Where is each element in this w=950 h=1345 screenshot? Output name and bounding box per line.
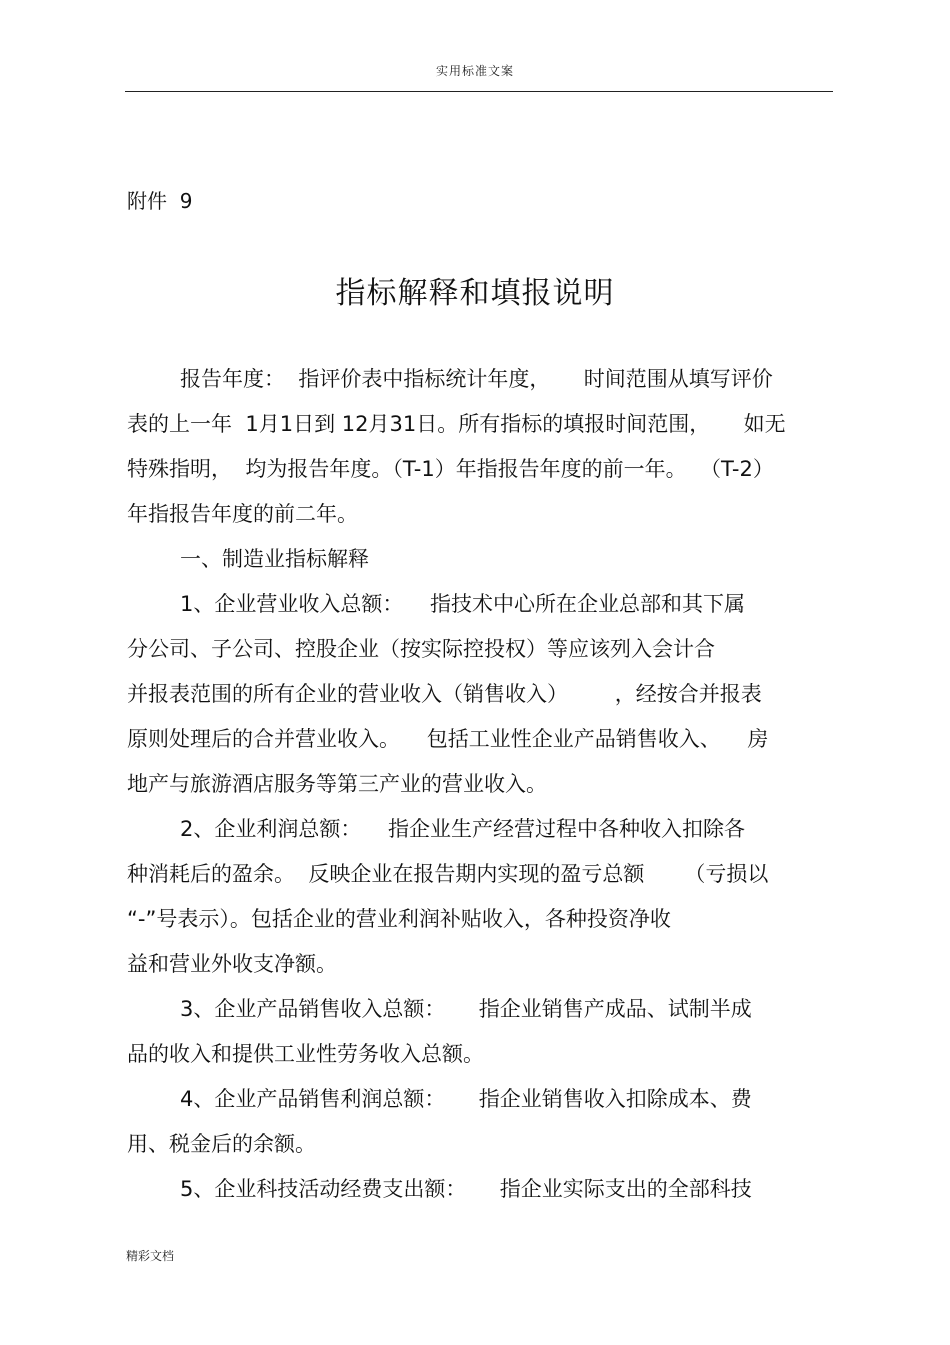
body-line: 并报表范围的所有企业的营业收入（销售收入） ，经按合并报表: [127, 682, 762, 706]
body-line: 3、企业产品销售收入总额： 指企业销售产成品、试制半成: [180, 997, 752, 1021]
body-line: 用、税金后的余额。: [127, 1132, 316, 1156]
body-line: 5、企业科技活动经费支出额： 指企业实际支出的全部科技: [180, 1177, 752, 1201]
page-footer: 精彩文档: [126, 1249, 175, 1263]
body-line: 分公司、子公司、控股企业（按实际控投权）等应该列入会计合: [127, 637, 715, 661]
body-line: 益和营业外收支净额。: [127, 952, 337, 976]
body-line: 4、企业产品销售利润总额： 指企业销售收入扣除成本、费: [180, 1087, 752, 1111]
body-line: 品的收入和提供工业性劳务收入总额。: [127, 1042, 484, 1066]
document-title: 指标解释和填报说明: [335, 276, 615, 311]
body-line: 表的上一年 1月1日到 12月31日。所有指标的填报时间范围， 如无: [127, 412, 786, 436]
body-line: 特殊指明， 均为报告年度。（T-1）年指报告年度的前一年。 （T-2）: [127, 457, 774, 481]
attachment-label: 附件 9: [127, 189, 193, 213]
body-line: 种消耗后的盈余。 反映企业在报告期内实现的盈亏总额 （亏损以: [127, 862, 769, 886]
body-line: 2、企业利润总额： 指企业生产经营过程中各种收入扣除各: [180, 817, 746, 841]
body-line: “-”号表示）。包括企业的营业利润补贴收入，各种投资净收: [127, 907, 671, 931]
body-line: 原则处理后的合并营业收入。 包括工业性企业产品销售收入、 房: [127, 727, 769, 751]
body-line: 地产与旅游酒店服务等第三产业的营业收入。: [127, 772, 547, 796]
header-divider: [125, 91, 833, 92]
body-line: 报告年度： 指评价表中指标统计年度， 时间范围从填写评价: [180, 367, 773, 391]
section-heading: 一、制造业指标解释: [180, 547, 369, 571]
body-line: 年指报告年度的前二年。: [127, 502, 358, 526]
page-header: 实用标准文案: [435, 64, 514, 78]
body-line: 1、企业营业收入总额： 指技术中心所在企业总部和其下属: [180, 592, 746, 616]
